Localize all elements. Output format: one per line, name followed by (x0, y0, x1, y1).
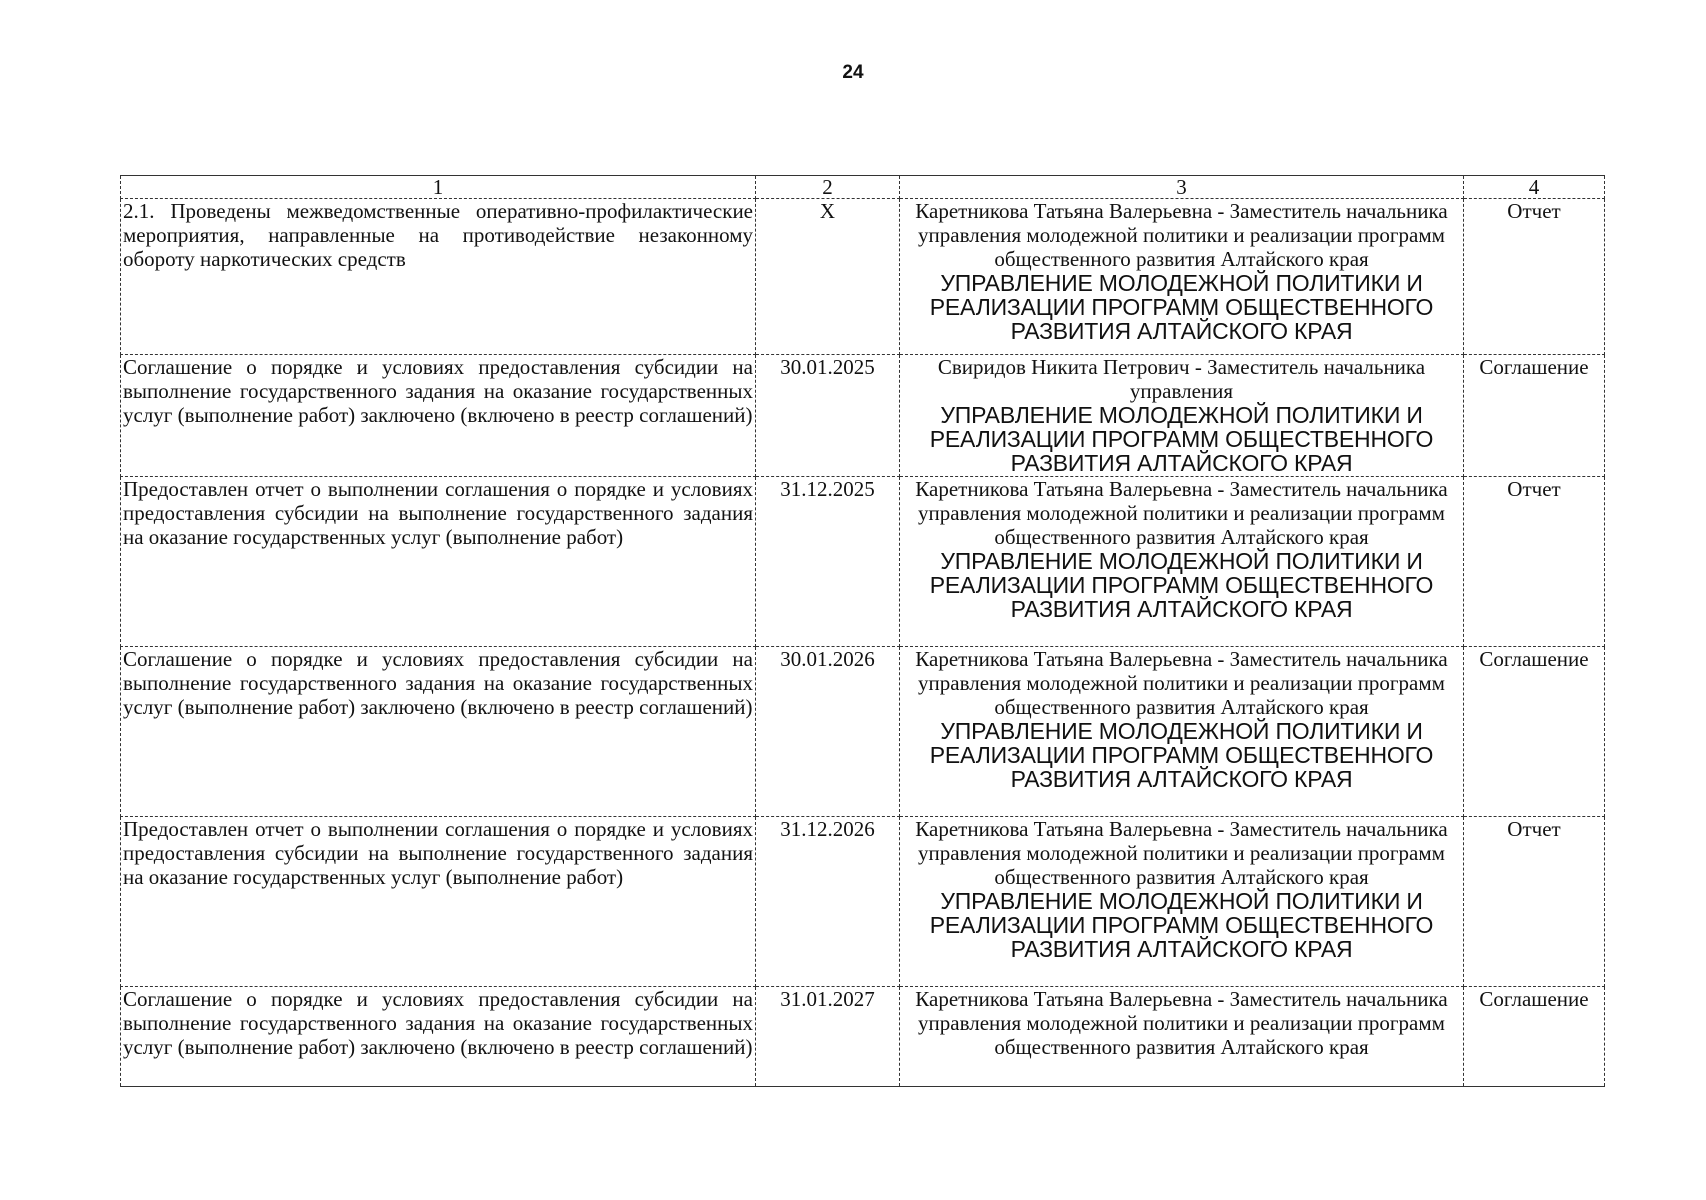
document-type-cell: Отчет (1464, 199, 1605, 355)
document-type-cell: Соглашение (1464, 355, 1605, 477)
responsible-org: УПРАВЛЕНИЕ МОЛОДЕЖНОЙ ПОЛИТИКИ И РЕАЛИЗАЦИИ ПРОГРАММ ОБЩЕСТВЕННОГО РАЗВИТИЯ АЛТАЙСКОГО КРАЯ (929, 888, 1434, 962)
responsible-cell (900, 817, 1464, 987)
document-table (120, 175, 1605, 1087)
document-type-cell: Отчет (1464, 477, 1605, 647)
date-cell: 31.01.2027 (756, 987, 900, 1087)
responsible-person: Каретникова Татьяна Валерьевна - Заместитель начальника управления молодежной политики и реализации программ общественного развития Алтайского края (915, 477, 1448, 549)
event-cell: 2.1. Проведены межведомственные оперативно-профилактические мероприятия, направленные на противодействие незаконному обороту наркотических средств (121, 199, 756, 355)
responsible-person: Каретникова Татьяна Валерьевна - Заместитель начальника управления молодежной политики и реализации программ общественного развития Алтайского края (915, 817, 1448, 889)
date-cell: 31.12.2025 (756, 477, 900, 647)
responsible-person: Каретникова Татьяна Валерьевна - Заместитель начальника управления молодежной политики и реализации программ общественного развития Алтайского края (915, 987, 1448, 1059)
responsible-org: УПРАВЛЕНИЕ МОЛОДЕЖНОЙ ПОЛИТИКИ И РЕАЛИЗАЦИИ ПРОГРАММ ОБЩЕСТВЕННОГО РАЗВИТИЯ АЛТАЙСКОГО КРАЯ (929, 548, 1434, 622)
page-number: 24 (842, 62, 864, 83)
responsible-org: УПРАВЛЕНИЕ МОЛОДЕЖНОЙ ПОЛИТИКИ И РЕАЛИЗАЦИИ ПРОГРАММ ОБЩЕСТВЕННОГО РАЗВИТИЯ АЛТАЙСКОГО КРАЯ (929, 402, 1434, 476)
document-type-cell: Соглашение (1464, 987, 1605, 1087)
responsible-cell (900, 987, 1464, 1087)
date-cell: 30.01.2026 (756, 647, 900, 817)
event-cell: Предоставлен отчет о выполнении соглашения о порядке и условиях предоставления субсидии на выполнение государственного задания на оказание государственных услуг (выполнение работ) (121, 817, 756, 987)
table-row (121, 817, 1605, 987)
table-row (121, 987, 1605, 1087)
responsible-org: УПРАВЛЕНИЕ МОЛОДЕЖНОЙ ПОЛИТИКИ И РЕАЛИЗАЦИИ ПРОГРАММ ОБЩЕСТВЕННОГО РАЗВИТИЯ АЛТАЙСКОГО КРАЯ (929, 270, 1434, 344)
table-header-row (121, 176, 1605, 199)
date-cell: 30.01.2025 (756, 355, 900, 477)
document-type-cell: Соглашение (1464, 647, 1605, 817)
table-row (121, 199, 1605, 355)
document-type-cell: Отчет (1464, 817, 1605, 987)
responsible-cell (900, 199, 1464, 355)
date-cell: 31.12.2026 (756, 817, 900, 987)
column-header-2: 2 (756, 176, 900, 199)
event-cell: Соглашение о порядке и условиях предоставления субсидии на выполнение государственного задания на оказание государственных услуг (выполнение работ) заключено (включено в реестр соглашений) (121, 987, 756, 1087)
table-row (121, 647, 1605, 817)
responsible-person: Каретникова Татьяна Валерьевна - Заместитель начальника управления молодежной политики и реализации программ общественного развития Алтайского края (915, 199, 1448, 271)
table-row (121, 477, 1605, 647)
column-header-4: 4 (1464, 176, 1605, 199)
date-cell: Х (756, 199, 900, 355)
responsible-org: УПРАВЛЕНИЕ МОЛОДЕЖНОЙ ПОЛИТИКИ И РЕАЛИЗАЦИИ ПРОГРАММ ОБЩЕСТВЕННОГО РАЗВИТИЯ АЛТАЙСКОГО КРАЯ (929, 718, 1434, 792)
responsible-cell (900, 355, 1464, 477)
responsible-cell (900, 647, 1464, 817)
column-header-3: 3 (900, 176, 1464, 199)
event-cell: Соглашение о порядке и условиях предоставления субсидии на выполнение государственного задания на оказание государственных услуг (выполнение работ) заключено (включено в реестр соглашений) (121, 355, 756, 477)
event-cell: Предоставлен отчет о выполнении соглашения о порядке и условиях предоставления субсидии на выполнение государственного задания на оказание государственных услуг (выполнение работ) (121, 477, 756, 647)
event-cell: Соглашение о порядке и условиях предоставления субсидии на выполнение государственного задания на оказание государственных услуг (выполнение работ) заключено (включено в реестр соглашений) (121, 647, 756, 817)
table-row (121, 355, 1605, 477)
responsible-person: Каретникова Татьяна Валерьевна - Заместитель начальника управления молодежной политики и реализации программ общественного развития Алтайского края (915, 647, 1448, 719)
responsible-person: Свиридов Никита Петрович - Заместитель начальника управления (937, 355, 1426, 403)
responsible-cell (900, 477, 1464, 647)
column-header-1: 1 (121, 176, 756, 199)
